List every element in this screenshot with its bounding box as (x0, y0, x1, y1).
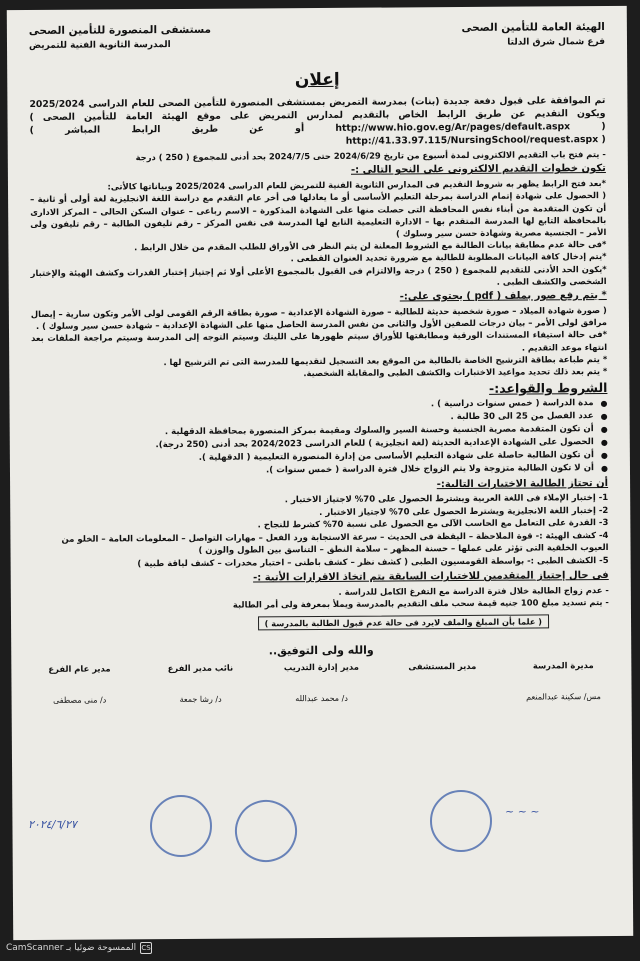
step-item: *فى حالة عدم مطابقة بيانات الطالبة مع الشروط المعلنة لن يتم النظر فى الأوراق للطلب المقدم من خلال الرابط . (134, 239, 607, 253)
branch-name: فرع شمال شرق الدلتا (507, 36, 606, 48)
signature-block (396, 659, 488, 692)
signature-name (396, 691, 488, 692)
signature-name: د/ منى مصطفى (53, 695, 107, 705)
signature-name: د/ رشا جمعة (179, 694, 222, 704)
upload-item: * يتم بعد ذلك تحديد مواعيد الاختبارات والكشف الطبى والمقابلة الشخصية. (303, 366, 608, 379)
test-item: 2- إختبار اللغة الانجليزية ويشترط الحصول على 70% لاجتياز الاختبار . (319, 505, 609, 518)
signature-name: مس/ سكينة عبدالمنعم (526, 691, 601, 702)
upload-heading: * يتم رفع صور بملف ( pdf ) يحتوى على:- (399, 290, 607, 303)
upload-item: *فى حالة استيفاء المستندات الورقية ومطابقتها للأوراق سيتم ظهورها على اللينك وسيتم التوجه إلى المدرسة وسيتم مراجعة الملفات بعد انتهاء موعد التقديم . (31, 329, 608, 353)
letterhead-right (461, 20, 605, 51)
intro-mid: أو عن طريق الرابط المباشر (65, 123, 305, 136)
signature-title: مدير إدارة التدريب (283, 661, 359, 672)
announcement-document (7, 6, 633, 940)
school-name: المدرسة الثانوية الفنية للتمريض (28, 40, 171, 52)
handwritten-date: ٢٠٢٤/٦/٢٧ (28, 818, 77, 831)
step-item: *يكون الحد الأدنى للتقديم للمجموع ( 250 ) درجة والالتزام فى القبول بالمجموع الأعلى أولا ثم إجتياز إختبار القدرات وكشف الهيئة والإختبار الشخصى والكشف الطبى . (30, 263, 607, 287)
signature-block (275, 660, 367, 705)
signature-scribble: ~ ~ ~ (505, 805, 540, 818)
closing-line: والله ولى التوفيق.. (268, 643, 374, 658)
signature-block (154, 661, 246, 706)
signature-title: مديرة المدرسة (532, 659, 594, 671)
letterhead-left (29, 23, 211, 54)
page-title: إعلان (294, 69, 340, 91)
step-item: *بعد فتح الرابط يظهر به شروط التقديم فى المدارس الثانوية الفنية للتمريض للعام الدراسى 2025/2024 وبياناتها كالأتى: (107, 178, 607, 192)
signature-block (33, 662, 125, 707)
direct-link[interactable]: ( http://41.33.97.115/NursingSchool/request.aspx ) (29, 124, 606, 147)
refund-note: ( علما بأن المبلغ والملف لايرد فى حالة عدم قبول الطالبة بالمدرسة ) (258, 614, 549, 630)
hospital-name: مستشفى المنصورة للتأمين الصحى (28, 23, 212, 38)
scanner-watermark (6, 942, 152, 954)
scanner-label: الممسوحة ضوئيا بـ CamScanner (6, 943, 137, 953)
intro-text: تم الموافقة على قبول دفعة جديدة (بنات) بمدرسة التمريض بمستشفى المنصورة للتأمين الصحى للعام الدراسى 2025/2024 ويكون التقديم عن طريق الرابط الخاص بالتقديم لمدارس التمريض على موقع الهيئة العامة للتأمين الصحى (29, 94, 606, 123)
upload-item: * يتم طباعة بطاقة الترشيح الخاصة بالطالبة من الموقع بعد التسجيل لتقديمها للمدرسة التى تم الترشيح لها . (163, 353, 608, 367)
condition-item: ● أن تكون المتقدمة مصرية الجنسية وحسنة السير والسلوك ومقيمة بمركز المنصورة بمحافظة الدقهلية . (32, 423, 608, 440)
upload-item: ( صورة شهادة الميلاد – صورة شخصية حديثة للطالبة – صورة الشهادة الإعدادية – صورة بطاقة الرقم القومى لولى الأمر وتكون سارية – إيصال مرافق لولى الأمر – بيان درجات للصفين الأول والثانى من نفس المدرسة الحاصل منها على الشهادة الإعدادية – شهادة حسن سير وسلوك ) . (30, 305, 607, 332)
letterhead (29, 20, 605, 70)
signature-title: نائب مدير الفرع (167, 662, 234, 673)
condition-item: ● عدد الفصل من 25 الى 30 طالبة . (32, 410, 608, 427)
hio-link[interactable]: ( http://www.hio.gov.eg/Ar/pages/default.aspx ) (29, 111, 606, 134)
condition-item: ● الحصول على الشهادة الإعدادية الحديثة (لغة انجليزية ) للعام الدراسى 2024/2023 بحد أدنى (250 درجة). (32, 436, 608, 453)
signature-name: د/ محمد عبدالله (295, 693, 348, 703)
step-item: ( الحصول على شهادة إتمام الدراسة بمرحلة التعليم الأساسى أو ما يعادلها فى أخر عام التقدم مع دراسة اللغة الانجليزية لغة أولى أو ثانية – أن تكون المتقدمة من أبناء نفس المحافظة التى حصلت منها على الشهادة المذكورة – الاسم رباعى – عنوان السكن الحالى – المركز الادارى بالمحافظة التابع لها المدرسة المتقدم بها – الادارة التعليمية التابع لها المدرسة فى نفس المركز – رقم تليفون الطالبة – رقم تليفون ولى الأمر – الجنسية مصرية وشهادة حسن سير وسلوك ) (30, 190, 607, 239)
signature-block (517, 659, 609, 704)
condition-item: ● مدة الدراسة ( خمس سنوات دراسية ) . (31, 397, 607, 414)
signatures-row (33, 659, 609, 707)
period-line: - يتم فتح باب التقديم الالكترونى لمدة أسبوع من تاريخ 2024/6/29 حتى 2024/7/5 بحد أدنى للمجموع ( 250 ) درجة (135, 148, 606, 163)
signature-title: مدير عام الفرع (48, 663, 111, 674)
test-item: 5- الكشف الطبى :- بواسطة القومسيون الطبى ( كشف نظر – كشف باطنى – اختبار مخدرات – كشف لياقة طبية ) (137, 555, 609, 570)
condition-item: ● أن لا تكون الطالبة متزوجة ولا يتم الزواج خلال فترة الدراسة ( خمس سنوات ). (32, 462, 608, 479)
acceptance-item: - يتم تسديد مبلغ 100 جنيه قيمة سحب ملف التقديم بالمدرسة ويملأ بمعرفة ولى أمر الطالبة (232, 597, 609, 611)
acceptance-heading: فى حال إجتياز المتقدمين للاختبارات السابقة يتم اتخاذ الاقرارات الأتية :- (253, 570, 609, 584)
step-item: *يتم إدخال كافة البيانات المطلوبة للطالبة مع ضرورة تحديد العنوان القطعى . (290, 251, 607, 264)
test-item: 4- كشف الهيئة :- قوة الملاحظة – اليقظة فى الحديث – سرعة الاستجابة ورد الفعل – مهارات التواصل – المعلومات العامة – الخلو من العيوب الخلقية التى تؤثر على عملها – حسنة المظهر – سلامة النطق – التناسق بين الطول والوزن ) (61, 530, 609, 557)
camscanner-icon: CS (141, 944, 151, 952)
conditions-heading: الشروط والقواعد:- (488, 380, 608, 397)
tests-list (32, 492, 609, 571)
test-item: 1- إختبار الإملاء فى اللغة العربية ويشترط الحصول على 70% لاجتياز الاختبار . (284, 493, 609, 506)
conditions-list (31, 397, 608, 479)
steps-heading: تكون خطوات التقديم الالكترونى على النحو التالى :- (350, 163, 606, 176)
tests-heading: أن تجتاز الطالبة الاختبارات التالية:- (436, 478, 609, 491)
condition-item: ● أن تكون الطالبة حاصلة على شهادة التعليم الأساسى من إدارة المنصورة التعليمية ( الدقهلية ). (32, 449, 608, 466)
test-item: 3- القدرة على التعامل مع الحاسب الآلى مع الحصول على نسبة 70% كشرط للنجاح . (257, 518, 609, 531)
authority-name: الهيئة العامة للتأمين الصحى (461, 21, 605, 35)
official-stamp-icon (430, 790, 492, 852)
intro-paragraph (29, 94, 605, 150)
acceptance-item: - عدم زواج الطالبة خلال فترة الدراسة مع التفرغ الكامل للدراسة . (338, 585, 609, 598)
signature-title: مدير المستشفى (408, 660, 477, 672)
official-stamp-icon (150, 795, 212, 857)
